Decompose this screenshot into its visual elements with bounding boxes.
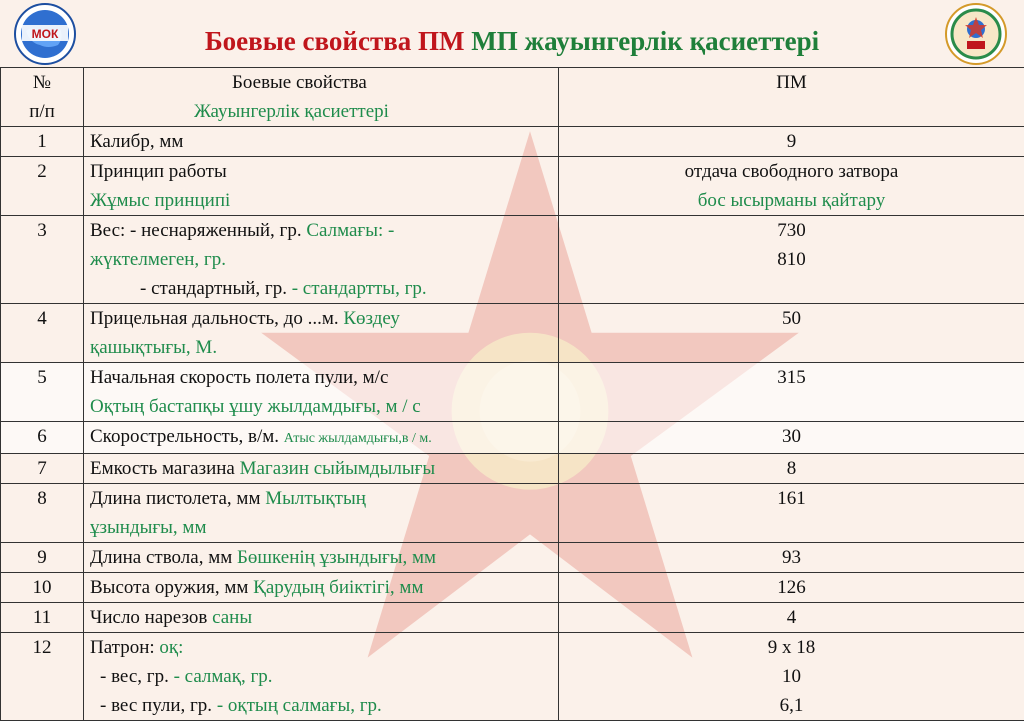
row-property: Вес: - неснаряженный, гр. Салмағы: - жүктелмеген, гр. - стандартный, гр. - стандартты, гр. xyxy=(84,216,559,304)
row-value: 50 xyxy=(559,304,1024,363)
row-number: 7 xyxy=(1,454,84,484)
row-value: 4 xyxy=(559,603,1024,633)
row-property: Длина пистолета, мм Мылтықтың ұзындығы, мм xyxy=(84,484,559,543)
table-row xyxy=(1,484,1024,543)
emblem-icon xyxy=(945,3,1007,65)
row-value: 126 xyxy=(559,573,1024,603)
row-value: 30 xyxy=(559,422,1024,454)
header-number: № п/п xyxy=(1,68,84,127)
row-number: 3 xyxy=(1,216,84,304)
page-title xyxy=(90,24,934,58)
table-row xyxy=(1,573,1024,603)
row-property: Число нарезов саны xyxy=(84,603,559,633)
row-property: Емкость магазина Магазин сыйымдылығы xyxy=(84,454,559,484)
logo-text: МОК xyxy=(32,27,59,41)
row-number: 10 xyxy=(1,573,84,603)
row-number: 8 xyxy=(1,484,84,543)
table-row xyxy=(1,216,1024,304)
row-number: 2 xyxy=(1,157,84,216)
row-property: Длина ствола, мм Бөшкенің ұзындығы, мм xyxy=(84,543,559,573)
row-value: 93 xyxy=(559,543,1024,573)
row-value: 161 xyxy=(559,484,1024,543)
row-number: 1 xyxy=(1,127,84,157)
table-row xyxy=(1,127,1024,157)
table-row xyxy=(1,454,1024,484)
row-value: 315 xyxy=(559,363,1024,422)
table-row xyxy=(1,304,1024,363)
table-row xyxy=(1,157,1024,216)
row-value: 8 xyxy=(559,454,1024,484)
table-row xyxy=(1,422,1024,454)
row-number: 6 xyxy=(1,422,84,454)
row-value: 9 х 18 10 6,1 xyxy=(559,633,1024,721)
table-row xyxy=(1,543,1024,573)
title-kazakh: МП жауынгерлік қасиеттері xyxy=(471,26,819,56)
globe-logo-icon xyxy=(14,3,76,65)
row-value: отдача свободного затвора бос ысырманы қайтару xyxy=(559,157,1024,216)
row-number: 9 xyxy=(1,543,84,573)
row-property: Скорострельность, в/м. Атыс жылдамдығы,в / м. xyxy=(84,422,559,454)
row-property: Патрон: оқ: - вес, гр. - салмақ, гр. - вес пули, гр. - оқтың салмағы, гр. xyxy=(84,633,559,721)
row-property: Высота оружия, мм Қарудың биіктігі, мм xyxy=(84,573,559,603)
row-number: 12 xyxy=(1,633,84,721)
table-header-row xyxy=(1,68,1024,127)
row-value: 730 810 xyxy=(559,216,1024,304)
row-property: Принцип работы Жұмыс принципі xyxy=(84,157,559,216)
table-row xyxy=(1,363,1024,422)
properties-table xyxy=(0,67,1024,721)
header-value: ПМ xyxy=(559,68,1024,127)
row-number: 5 xyxy=(1,363,84,422)
row-value: 9 xyxy=(559,127,1024,157)
military-emblem-logo xyxy=(945,3,1007,65)
table-row xyxy=(1,633,1024,721)
row-property: Прицельная дальность, до ...м. Көздеу қашықтығы, М. xyxy=(84,304,559,363)
table-row xyxy=(1,603,1024,633)
olympic-committee-logo xyxy=(14,3,76,65)
header-property: Боевые свойства Жауынгерлік қасиеттері xyxy=(84,68,559,127)
row-property: Калибр, мм xyxy=(84,127,559,157)
row-number: 11 xyxy=(1,603,84,633)
row-number: 4 xyxy=(1,304,84,363)
title-russian: Боевые свойства ПМ xyxy=(205,26,465,56)
row-property: Начальная скорость полета пули, м/с Оқтың бастапқы ұшу жылдамдығы, м / с xyxy=(84,363,559,422)
